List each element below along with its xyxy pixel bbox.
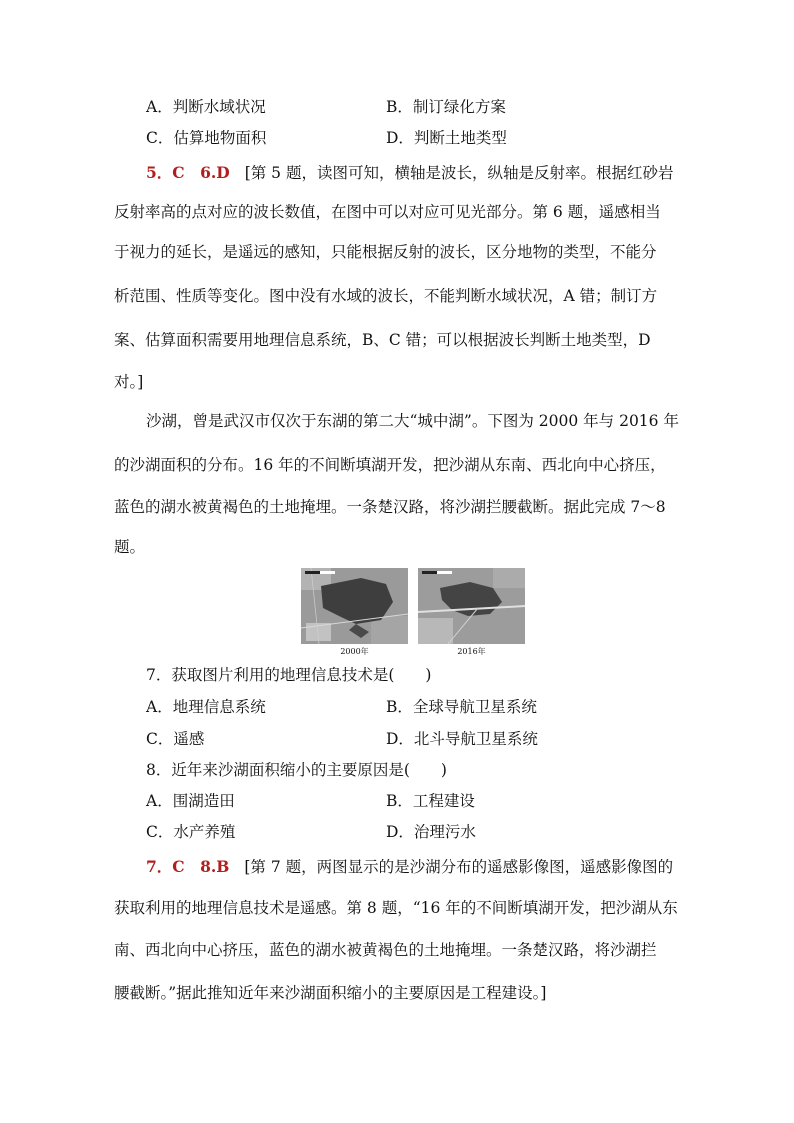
q8-option-b: B．工程建设 <box>386 792 475 810</box>
answer-5-6-line-1: [第 5 题，读图可知，横轴是波长，纵轴是反射率。根据红砂岩 <box>244 164 674 182</box>
passage-line-1: 沙湖，曾是武汉市仅次于东湖的第二大“城中湖”。下图为 2000 年与 2016 年 <box>146 412 679 430</box>
answer-5-6-label: 5．C 6.D <box>146 163 230 182</box>
passage-line-2: 的沙湖面积的分布。16 年的不间断填湖开发，把沙湖从东南、西北向中心挤压， <box>114 456 666 474</box>
satellite-image-2000 <box>301 568 408 644</box>
q7-option-b: B．全球导航卫星系统 <box>386 698 537 716</box>
q8-option-a: A．围湖造田 <box>146 792 235 810</box>
answer-5-6-line-2: 反射率高的点对应的波长数值，在图中可以对应可见光部分。第 6 题，遥感相当 <box>114 203 661 221</box>
passage-line-3: 蓝色的湖水被黄褐色的土地掩埋。一条楚汉路，将沙湖拦腰截断。据此完成 7～8 <box>114 498 666 516</box>
answer-7-8-line-3: 南、西北向中心挤压，蓝色的湖水被黄褐色的土地掩埋。一条楚汉路，将沙湖拦 <box>114 941 657 959</box>
answer-7-8-label: 7．C 8.B <box>146 857 230 876</box>
answer-7-8-line-4: 腰截断。”据此推知近年来沙湖面积缩小的主要原因是工程建设。] <box>114 984 547 1002</box>
q6-option-b: B．制订绿化方案 <box>386 98 506 116</box>
answer-5-6-line-5: 案、估算面积需要用地理信息系统，B、C 错；可以根据波长判断土地类型，D <box>114 331 651 349</box>
answer-5-6-line-6: 对。] <box>114 373 144 391</box>
caption-2000: 2000年 <box>340 647 369 656</box>
answer-7-8-line-2: 获取利用的地理信息技术是遥感。第 8 题，“16 年的不间断填湖开发，把沙湖从东 <box>114 899 678 917</box>
q8-option-c: C．水产养殖 <box>146 823 236 841</box>
satellite-image-2016 <box>418 568 525 644</box>
q7-option-d: D．北斗导航卫星系统 <box>386 730 538 748</box>
answer-7-8-first-line <box>146 856 680 878</box>
q8-option-d: D．治理污水 <box>386 823 476 841</box>
q7-option-a: A．地理信息系统 <box>146 698 266 716</box>
q6-option-c: C．估算地物面积 <box>146 129 267 147</box>
answer-7-8-line-1: [第 7 题，两图显示的是沙湖分布的遥感影像图，遥感影像图的 <box>244 858 674 876</box>
q6-option-a: A．判断水域状况 <box>146 98 266 116</box>
answer-5-6-line-3: 于视力的延长，是遥远的感知，只能根据反射的波长，区分地物的类型，不能分 <box>114 243 657 261</box>
q6-option-d: D．判断土地类型 <box>386 129 507 147</box>
answer-5-6-first-line <box>146 162 680 184</box>
satellite-figure <box>301 568 525 662</box>
answer-5-6-line-4: 析范围、性质等变化。图中没有水域的波长，不能判断水域状况，A 错；制订方 <box>114 287 658 305</box>
q7-option-c: C．遥感 <box>146 730 205 748</box>
caption-2016: 2016年 <box>457 647 486 656</box>
passage-line-4: 题。 <box>114 538 146 556</box>
q8-stem: 8．近年来沙湖面积缩小的主要原因是( ) <box>146 761 447 779</box>
q7-stem: 7．获取图片利用的地理信息技术是( ) <box>146 666 432 684</box>
